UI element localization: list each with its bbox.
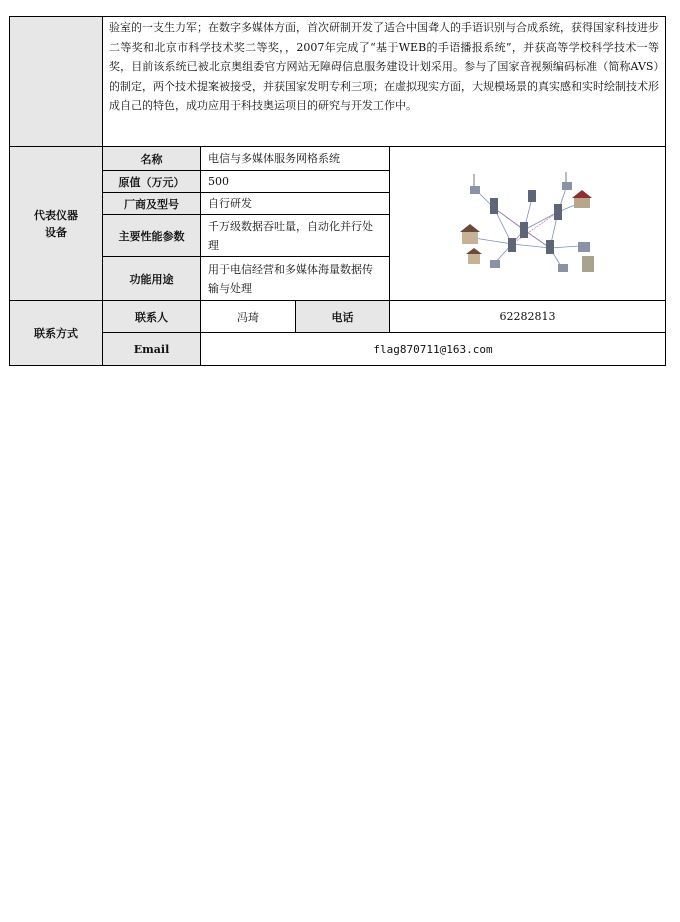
intro-label-cell	[10, 17, 103, 147]
equipment-row-name	[10, 147, 666, 171]
network-diagram-image	[454, 168, 602, 280]
intro-row	[10, 17, 666, 147]
contact-person-label: 联系人	[103, 301, 201, 333]
equipment-label-specs: 主要性能参数	[103, 215, 201, 257]
contact-person-value: 冯琦	[201, 301, 296, 333]
equipment-value-usage: 用于电信经营和多媒体海量数据传输与处理	[201, 257, 390, 301]
contact-section-label: 联系方式	[10, 301, 103, 366]
contact-row-email	[10, 333, 666, 366]
equipment-label-name: 名称	[103, 147, 201, 171]
equipment-label-vendor: 厂商及型号	[103, 193, 201, 215]
equipment-value-vendor: 自行研发	[201, 193, 390, 215]
intro-paragraph-cell	[103, 17, 666, 147]
equipment-label-price: 原值（万元）	[103, 171, 201, 193]
contact-email-value: flag870711@163.com	[201, 333, 666, 366]
contact-phone-label: 电话	[296, 301, 390, 333]
equipment-value-name: 电信与多媒体服务网格系统	[201, 147, 390, 171]
equipment-section-label	[10, 147, 103, 301]
contact-email-label: Email	[103, 333, 201, 366]
equipment-figure-cell	[390, 147, 666, 301]
equipment-value-price: 500	[201, 171, 390, 193]
info-table	[9, 16, 666, 366]
equipment-label-usage: 功能用途	[103, 257, 201, 301]
equipment-value-specs: 千万级数据吞吐量，自动化并行处理	[201, 215, 390, 257]
intro-paragraph: 验室的一支生力军；在数字多媒体方面，首次研制开发了适合中国聋人的手语识别与合成系统，获得国家科技进步二等奖和北京市科学技术奖二等奖，，2007年完成了“基于WEB的手语播报系统”，并获高等学校科学技术一等奖，目前该系统已被北京奥组委官方网站无障碍信息服务建设计划采用。参与了国家音视频编码标准（简称AVS）的制定，两个技术提案被接受，并获国家发明专利三项；在虚拟现实方面，大规模场景的真实感和实时绘制技术形成自己的特色，成功应用于科技奥运项目的研究与开发工作中。	[109, 21, 660, 112]
contact-row-person	[10, 301, 666, 333]
contact-phone-value: 62282813	[390, 301, 666, 333]
equipment-section-text: 代表仪器设备	[34, 208, 78, 239]
